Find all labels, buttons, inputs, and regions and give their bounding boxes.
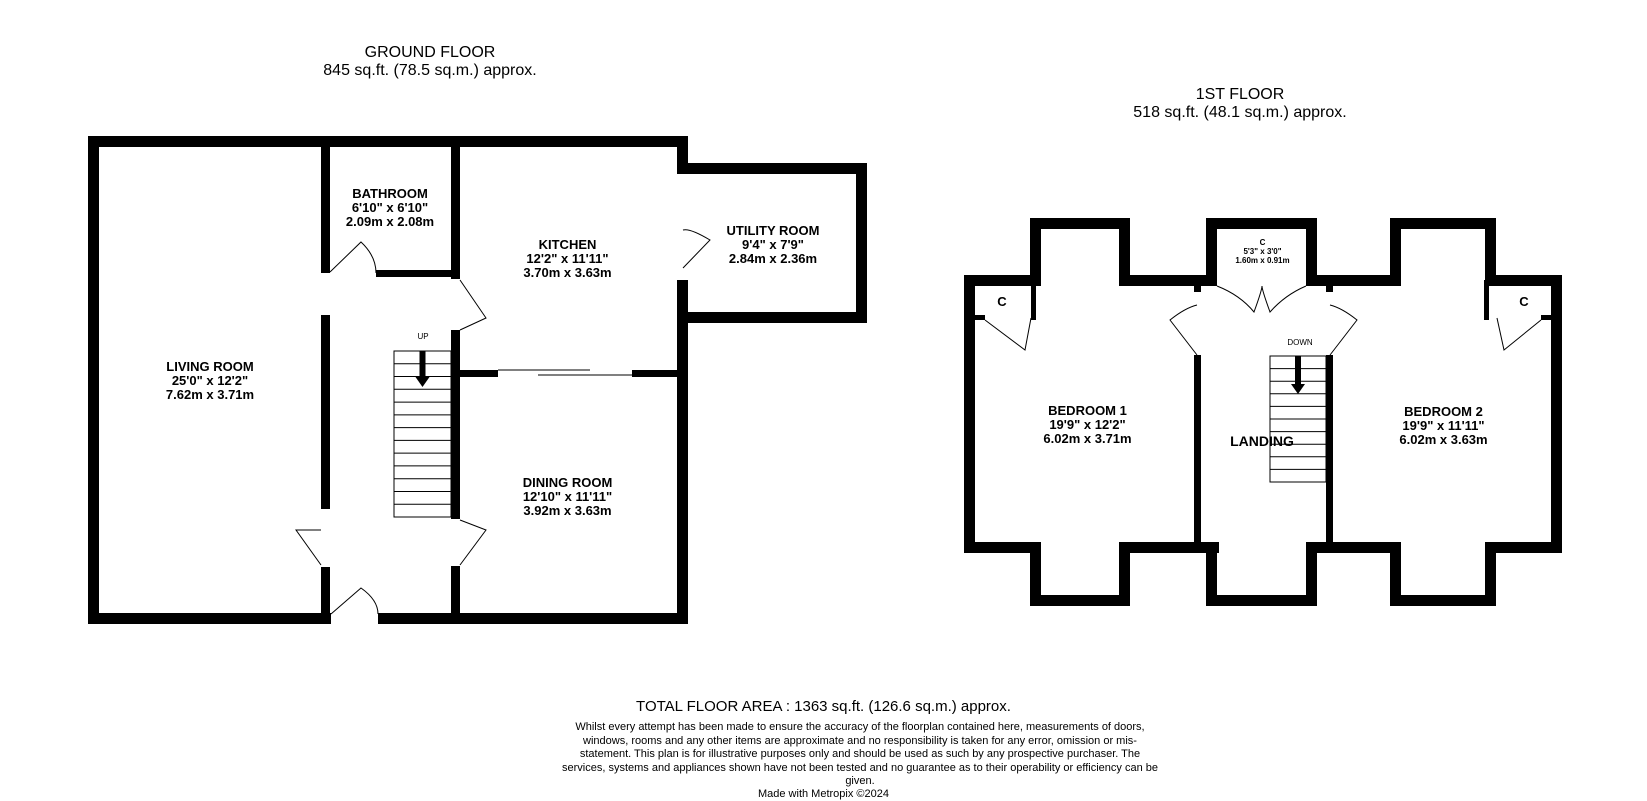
room-imperial: 5'3" x 3'0" xyxy=(1243,247,1282,256)
ground-floor-stairs xyxy=(394,351,451,517)
room-name: C xyxy=(1519,294,1529,309)
first-floor-openings xyxy=(985,286,1541,355)
room-metric: 6.02m x 3.63m xyxy=(1399,432,1488,447)
utility-room-label xyxy=(698,224,848,266)
room-name: DINING ROOM xyxy=(522,475,613,490)
room-name: UTILITY ROOM xyxy=(726,223,820,238)
room-name: BEDROOM 2 xyxy=(1404,404,1483,419)
room-metric: 3.92m x 3.63m xyxy=(523,503,612,518)
room-imperial: 19'9" x 11'11" xyxy=(1402,418,1485,433)
ground-floor-area: 845 sq.ft. (78.5 sq.m.) approx. xyxy=(323,62,537,79)
room-metric: 2.84m x 2.36m xyxy=(728,251,818,266)
room-name: LANDING xyxy=(1230,433,1294,449)
disclaimer-text: Whilst every attempt has been made to ensure the accuracy of the floorplan contained here, measurements of doors, windows, rooms and any other items are approximate and no responsibility is taken for any error, omission or mis-statement. This plan is for illustrative purposes only and should be used as such by any prospective purchaser. The services, systems and appliances shown have not been tested and no guarantee as to their operability or efficiency can be given. xyxy=(562,721,1158,787)
room-imperial: 6'10" x 6'10" xyxy=(351,200,429,215)
ground-floor-heading xyxy=(270,44,590,80)
room-metric: 3.70m x 3.63m xyxy=(523,265,612,280)
room-imperial: 19'9" x 12'2" xyxy=(1049,417,1126,432)
bathroom-label xyxy=(320,187,460,229)
first-floor-title: 1ST FLOOR xyxy=(1195,86,1285,103)
landing-label xyxy=(1222,434,1302,448)
room-name: C xyxy=(1259,238,1266,247)
living-room-label xyxy=(120,360,300,402)
room-name: C xyxy=(997,294,1007,309)
metropix-credit: Made with Metropix ©2024 xyxy=(757,788,889,800)
room-imperial: 25'0" x 12'2" xyxy=(171,373,249,388)
first-floor-stairs xyxy=(1270,356,1326,482)
stairs-down-label: DOWN xyxy=(1287,338,1313,347)
room-imperial: 12'2" x 11'11" xyxy=(526,251,609,266)
cupboard-right-label xyxy=(1512,295,1536,309)
room-metric: 7.62m x 3.71m xyxy=(165,387,255,402)
dining-room-label xyxy=(490,476,645,518)
stair-arrow-shaft xyxy=(1295,356,1301,384)
room-name: BEDROOM 1 xyxy=(1048,403,1127,418)
room-name: LIVING ROOM xyxy=(166,359,254,374)
first-floor-heading xyxy=(1080,86,1400,122)
room-imperial: 9'4" x 7'9" xyxy=(742,237,804,252)
cupboard-top-label xyxy=(1215,238,1310,265)
room-name: KITCHEN xyxy=(538,237,597,252)
room-metric: 6.02m x 3.71m xyxy=(1043,431,1132,446)
ground-floor-title: GROUND FLOOR xyxy=(364,44,496,61)
stairs-up-label: UP xyxy=(417,332,429,341)
room-metric: 1.60m x 0.91m xyxy=(1235,256,1290,265)
room-name: BATHROOM xyxy=(352,186,428,201)
stair-arrow-shaft xyxy=(420,351,426,377)
bedroom-1-label xyxy=(1010,404,1165,446)
kitchen-label xyxy=(490,238,645,280)
first-floor-area: 518 sq.ft. (48.1 sq.m.) approx. xyxy=(1133,104,1347,121)
room-metric: 2.09m x 2.08m xyxy=(345,214,435,229)
bedroom-2-label xyxy=(1366,405,1521,447)
total-floor-area: TOTAL FLOOR AREA : 1363 sq.ft. (126.6 sq.m.) approx. xyxy=(636,698,1011,715)
cupboard-left-label xyxy=(990,295,1014,309)
room-imperial: 12'10" x 11'11" xyxy=(522,489,613,504)
ground-floor-openings xyxy=(296,230,710,614)
